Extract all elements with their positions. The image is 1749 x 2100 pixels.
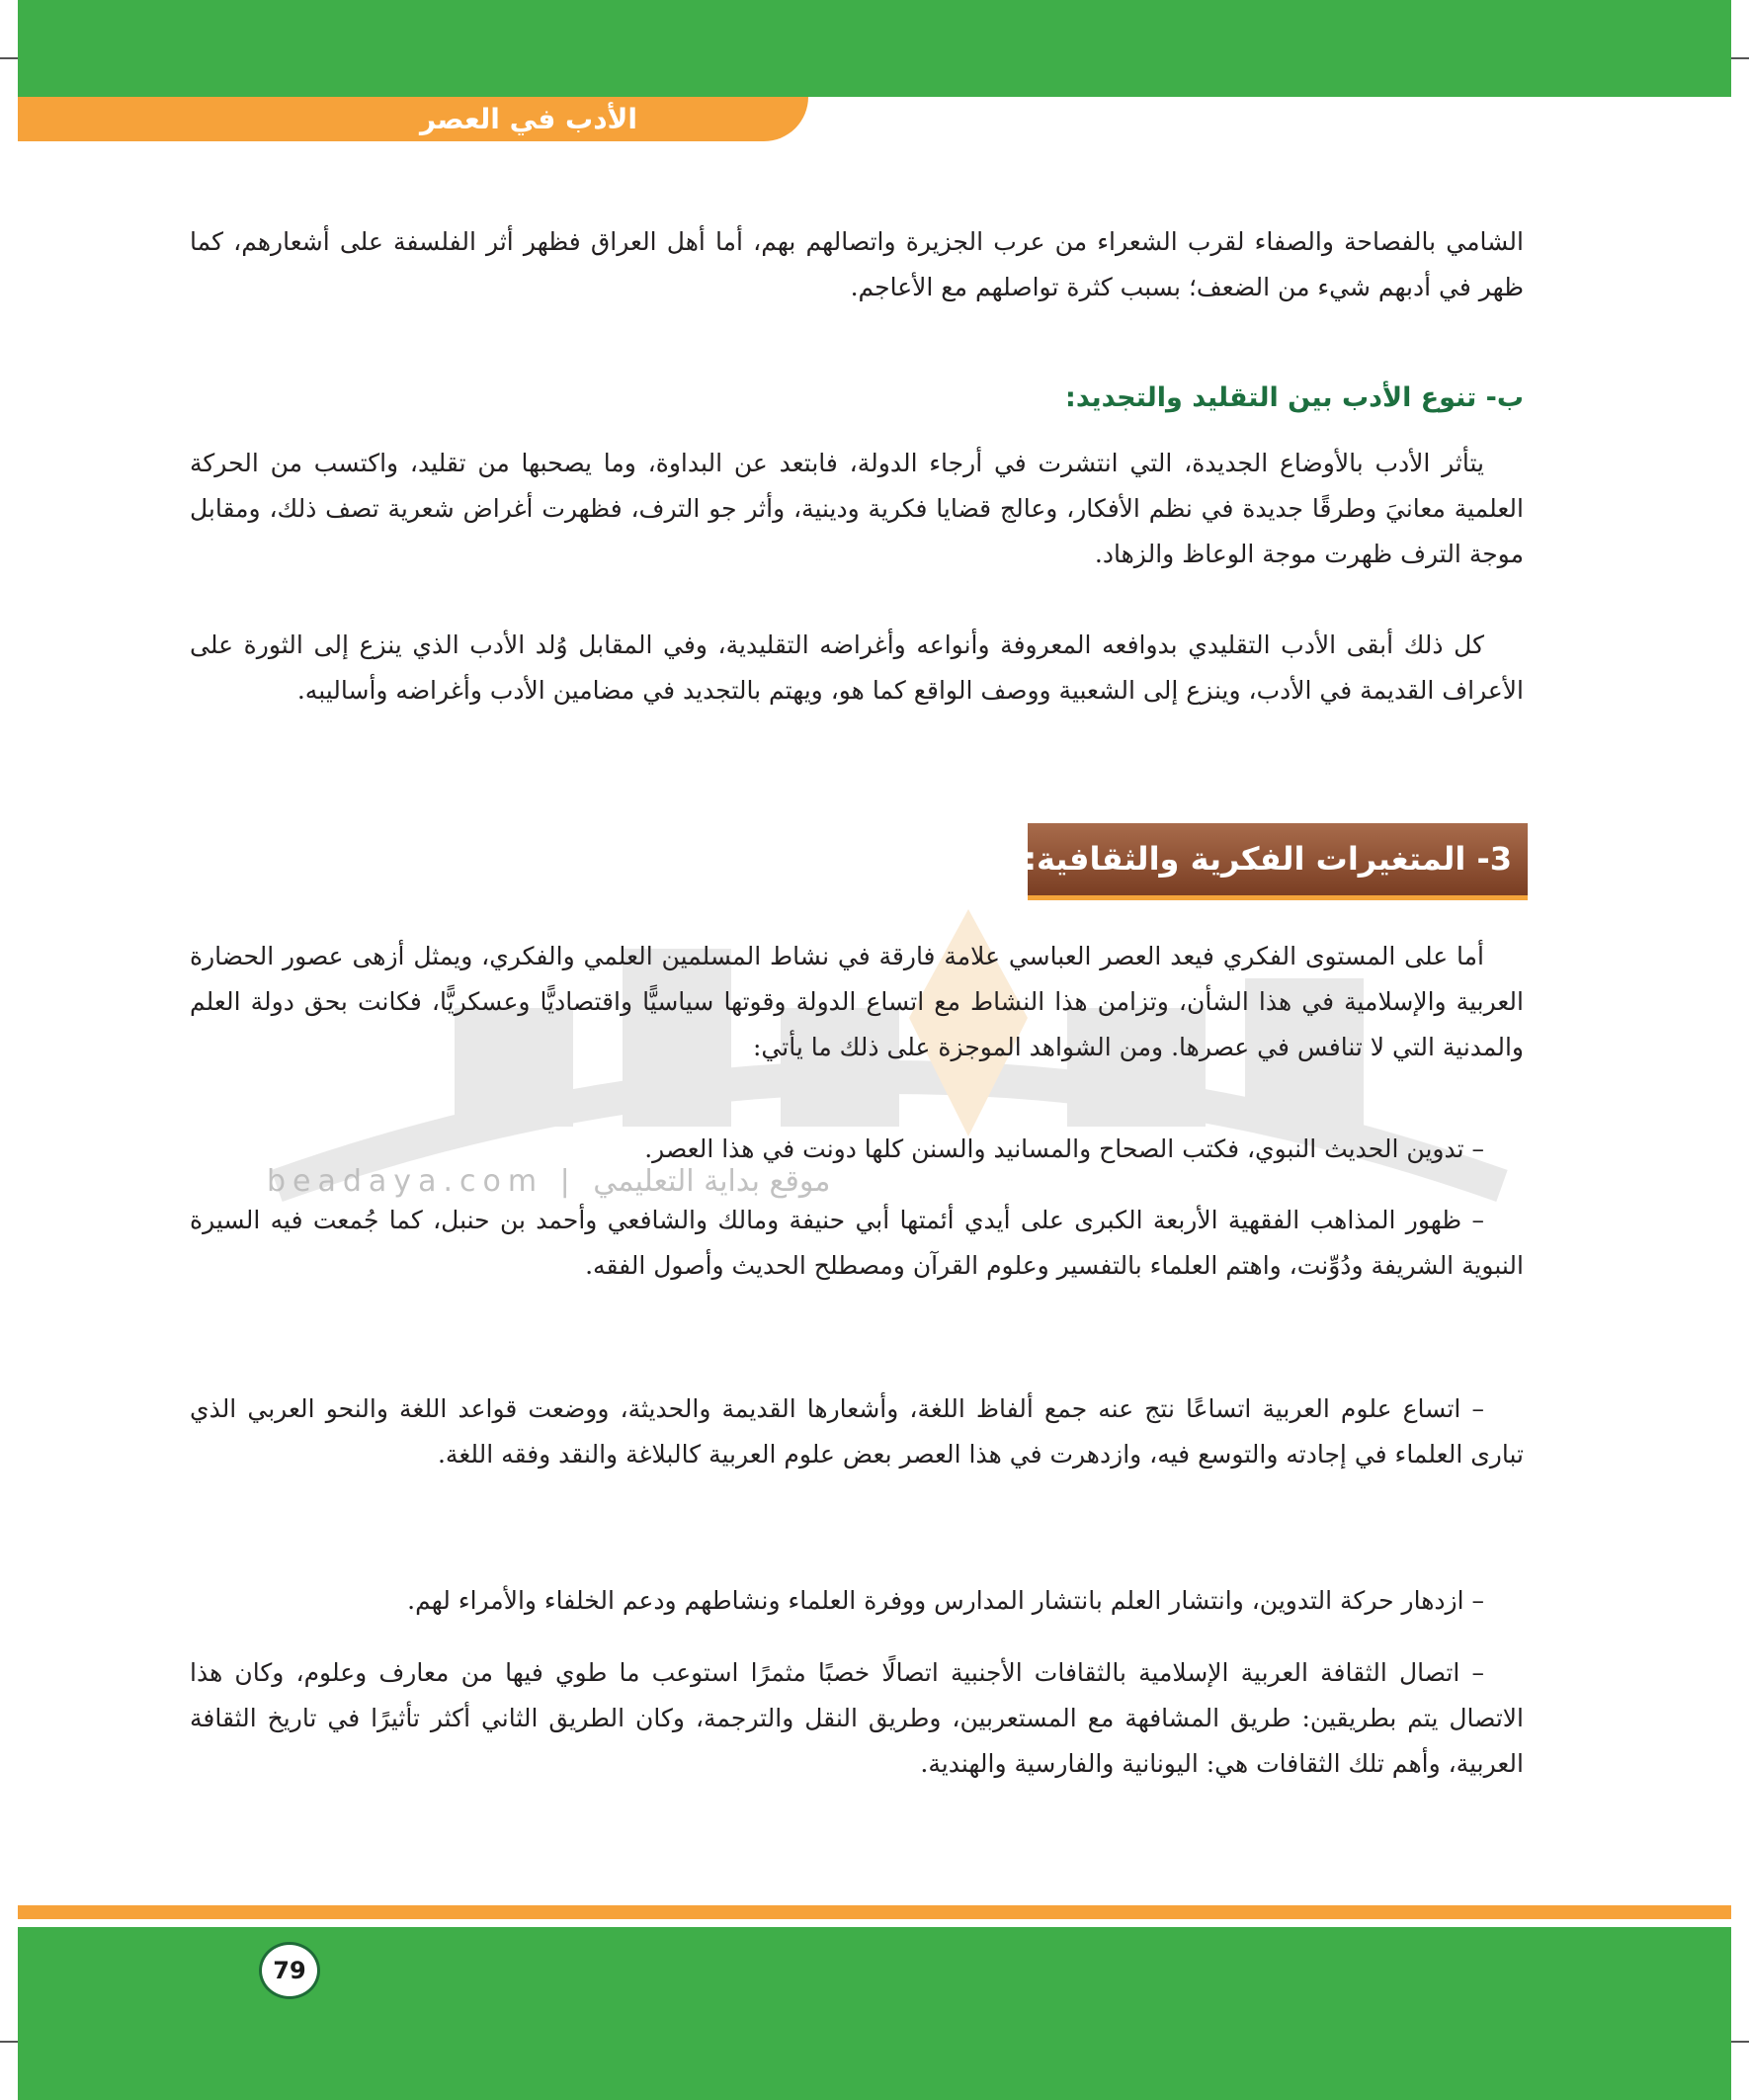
bullet-recording-movement: – ازدهار حركة التدوين، وانتشار العلم بانتشار المدارس ووفرة العلماء ونشاطهم ودعم الخلفاء والأمراء لهم.: [407, 1586, 1484, 1615]
page-number: 79: [259, 1942, 320, 1999]
bullet-hadith-recording: – تدوين الحديث النبوي، فكتب الصحاح والمسانيد والسنن كلها دونت في هذا العصر.: [644, 1134, 1484, 1163]
bullet-jurisprudence-schools: – ظهور المذاهب الفقهية الأربعة الكبرى على أيدي أئمتها أبي حنيفة ومالك والشافعي وأحمد بن حنبل، كما جُمعت فيه السيرة النبوية الشريفة ودُوِّنت، واهتم العلماء بالتفسير وعلوم القرآن ومصطلح الحديث وأصول الفقه.: [190, 1206, 1524, 1280]
section-title: 3- المتغيرات الفكرية والثقافية:: [1024, 840, 1512, 878]
section-banner: [1024, 823, 1528, 900]
subheading-tradition-renewal: ب- تنوع الأدب بين التقليد والتجديد:: [1065, 382, 1524, 413]
paragraph-new-conditions: يتأثر الأدب بالأوضاع الجديدة، التي انتشرت في أرجاء الدولة، فابتعد عن البداوة، وما يصحبها من تقليد، واكتسب من الحركة العلمية معانيَ وطرقًا جديدة في نظم الأفكار، وعالج قضايا فكرية ودينية، وأثر جو الترف، فظهرت أغراض شعرية تصف ذلك، ومقابل موجة الترف ظهرت موجة الوعاظ والزهاد.: [190, 449, 1524, 568]
header-green-band: [18, 0, 1731, 97]
bullet-foreign-cultures: – اتصال الثقافة العربية الإسلامية بالثقافات الأجنبية اتصالًا خصبًا مثمرًا استوعب ما طوي فيها من معارف وعلوم، وكان هذا الاتصال يتم بطريقين: طريق المشافهة مع المستعربين، وطريق النقل والترجمة، وكان الطريق الثاني أكثر تأثيرًا في تاريخ الثقافة العربية، وأهم تلك الثقافات هي: اليونانية والفارسية والهندية.: [190, 1658, 1524, 1778]
paragraph-traditional-literature: كل ذلك أبقى الأدب التقليدي بدوافعه المعروفة وأنواعه وأغراضه التقليدية، وفي المقابل وُلد الأدب الذي ينزع إلى الثورة على الأعراف القديمة في الأدب، وينزع إلى الشعبية ووصف الواقع كما هو، ويهتم بالتجديد في مضامين الأدب وأغراضه وأساليبه.: [190, 630, 1524, 705]
bullet-arabic-sciences: – اتساع علوم العربية اتساعًا نتج عنه جمع ألفاظ اللغة، وأشعارها القديمة والحديثة، ووضعت قواعد اللغة والنحو العربي الذي تبارى العلماء في إجادته والتوسع فيه، وازدهرت في هذا العصر بعض علوم العربية كالبلاغة والنقد وفقه اللغة.: [190, 1394, 1524, 1469]
paragraph-intro-continuation: الشامي بالفصاحة والصفاء لقرب الشعراء من عرب الجزيرة واتصالهم بهم، أما أهل العراق فظهر أثر الفلسفة على أشعارهم، كما ظهر في أدبهم شيء من الضعف؛ بسبب كثرة تواصلهم مع الأعاجم.: [190, 227, 1524, 301]
watermark-text: beadaya.com | موقع بداية التعليمي: [267, 1164, 831, 1199]
paragraph-intellectual-level: أما على المستوى الفكري فيعد العصر العباسي علامة فارقة في نشاط المسلمين العلمي والفكري، ويمثل أزهى عصور الحضارة العربية والإسلامية في هذا الشأن، وتزامن هذا النشاط مع اتساع الدولة وقوتها سياسيًّا واقتصاديًّا وعسكريًّا، فكانت بحق دولة العلم والمدنية التي لا تنافس في عصرها. ومن الشواهد الموجزة على ذلك ما يأتي:: [190, 942, 1524, 1061]
footer-orange-band: [18, 1905, 1731, 1919]
header-title: الأدب في العصر العباسي: [419, 103, 638, 175]
